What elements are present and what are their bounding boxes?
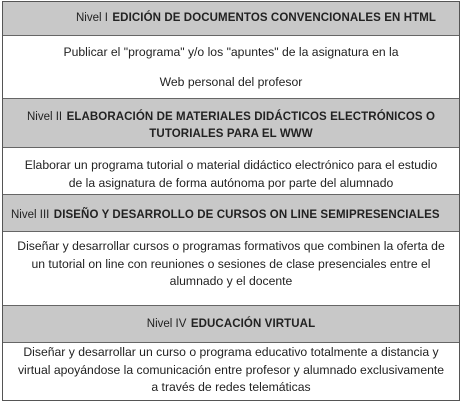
- level-4-desc-line-2: virtual apoyándose la comunicación entre profesor y alumnado exclusivamente: [17, 362, 445, 377]
- level-3-title: DISEÑO Y DESARROLLO DE CURSOS ON LINE SEMIPRESENCIALES: [53, 209, 440, 221]
- level-4-title: EDUCACIÓN VIRTUAL: [190, 318, 316, 330]
- level-4-desc-line-1: Diseñar y desarrollar un curso o programa educativo totalmente a distancia y: [23, 345, 439, 359]
- level-2-label: Nivel II: [26, 111, 63, 123]
- level-4-description: [3, 343, 459, 400]
- level-4-desc-line-3: a través de redes telemáticas: [151, 380, 311, 394]
- levels-table: [2, 1, 460, 401]
- level-3-header: [3, 195, 459, 232]
- level-3-desc-line-2: un tutorial on line con reuniones o sesiones de clase presenciales entre el: [31, 256, 431, 271]
- level-1-description: [3, 36, 459, 99]
- level-4-header: [3, 306, 459, 343]
- level-3-desc-line-1: Diseñar y desarrollar cursos o programas formativos que combinen la oferta de: [17, 239, 445, 253]
- level-2-header: [3, 99, 459, 148]
- level-1-header: [3, 2, 459, 36]
- level-3-desc-line-3: alumnado y el docente: [169, 274, 293, 288]
- level-3-label: Nivel III: [11, 209, 50, 221]
- level-1-label: Nivel I: [76, 12, 108, 24]
- level-2-desc-line-1: Elaborar un programa tutorial o material didáctico electrónico para el estudio: [24, 158, 438, 172]
- level-2-description: [3, 148, 459, 195]
- level-2-title-line-1: ELABORACIÓN DE MATERIALES DIDÁCTICOS ELECTRÓNICOS O: [66, 111, 436, 123]
- level-2-title-line-2: TUTORIALES PARA EL WWW: [149, 128, 313, 140]
- level-1-desc-line-1: Publicar el "programa" y/o los "apuntes" de la asignatura en la: [63, 45, 399, 59]
- level-1-title: EDICIÓN DE DOCUMENTOS CONVENCIONALES EN HTML: [112, 12, 437, 24]
- level-3-description: [3, 232, 459, 306]
- level-4-label: Nivel IV: [146, 318, 187, 330]
- level-2-desc-line-2: de la asignatura de forma autónoma por parte del alumnado: [68, 175, 394, 190]
- level-1-desc-line-2: Web personal del profesor: [159, 74, 303, 89]
